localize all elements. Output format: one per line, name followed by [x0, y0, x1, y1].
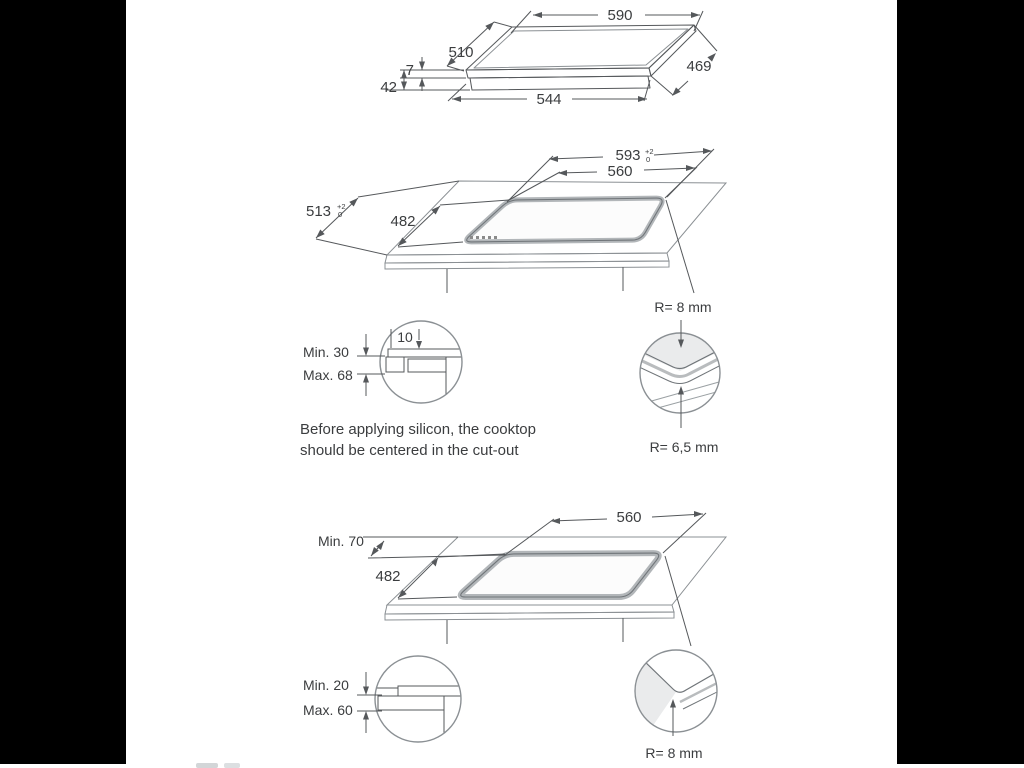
- edge-detail-overlay: [303, 321, 472, 403]
- dim-min-thickness: Min. 30: [303, 344, 349, 360]
- dim-front-width: 544: [536, 91, 562, 108]
- dim-cutout-depth: 482: [390, 213, 416, 230]
- cooktop-base-profile: [470, 76, 650, 90]
- worktop-leg: [447, 267, 623, 293]
- dim-left-depth: 510: [448, 44, 474, 61]
- flush-cutout-view: [318, 509, 726, 646]
- dim-overlap: 10: [397, 329, 413, 345]
- leader-line: [666, 200, 694, 293]
- cutout-rim: [467, 198, 662, 242]
- radius-bottom-label: R= 6,5 mm: [649, 439, 719, 455]
- cooktop-product-view: [380, 7, 717, 108]
- glass-bevel-line: [474, 29, 688, 68]
- letterbox-bar-right: [897, 0, 1024, 764]
- page-break-mark: [196, 763, 218, 768]
- dim-outer-width-tol-lower: 0: [646, 155, 651, 164]
- dim-back-width: 590: [607, 7, 633, 24]
- glass-section: [388, 349, 472, 357]
- dim-outer-depth-tol-upper: +2: [337, 202, 346, 211]
- edge-detail-flush: [303, 656, 466, 742]
- dim-cutout-width: 560: [616, 509, 642, 526]
- dim-outer-width: 593: [615, 147, 641, 164]
- page-break-mark: [224, 763, 240, 768]
- dim-max-thickness: Max. 60: [303, 702, 353, 718]
- silicon-note-line1: Before applying silicon, the cooktop: [300, 421, 536, 438]
- cutout-view: [306, 147, 726, 293]
- corner-radius-detail: [637, 299, 723, 455]
- dim-glass-height: 7: [405, 62, 414, 79]
- cooktop-glass-top: [466, 25, 694, 70]
- detail-circle: [375, 656, 461, 742]
- dim-cutout-depth: 482: [375, 568, 401, 585]
- dim-min-thickness: Min. 20: [303, 677, 349, 693]
- dim-right-depth: 469: [686, 58, 712, 75]
- dim-cutout-width: 560: [607, 163, 633, 180]
- glass-section: [398, 686, 466, 696]
- radius-top-label: R= 8 mm: [654, 299, 712, 315]
- leader-line: [665, 556, 691, 646]
- corner-radius-detail-flush: [628, 650, 723, 761]
- worktop-leg: [447, 618, 623, 644]
- dim-outer-depth-tol-lower: 0: [338, 210, 343, 219]
- dim-edge-distance: Min. 70: [318, 533, 364, 549]
- worktop-front-band: [385, 612, 674, 620]
- cutout-rim: [461, 553, 659, 597]
- dim-outer-width-tol-upper: +2: [645, 147, 654, 156]
- dim-total-height: 42: [380, 79, 397, 96]
- dim-outer-depth: 513: [306, 203, 332, 220]
- dim-max-thickness: Max. 68: [303, 367, 353, 383]
- detail-circle: [380, 321, 462, 403]
- worktop-front-band: [385, 261, 669, 269]
- silicon-note-line2: should be centered in the cut-out: [300, 442, 519, 459]
- letterbox-bar-left: [0, 0, 126, 764]
- radius-label: R= 8 mm: [645, 745, 703, 761]
